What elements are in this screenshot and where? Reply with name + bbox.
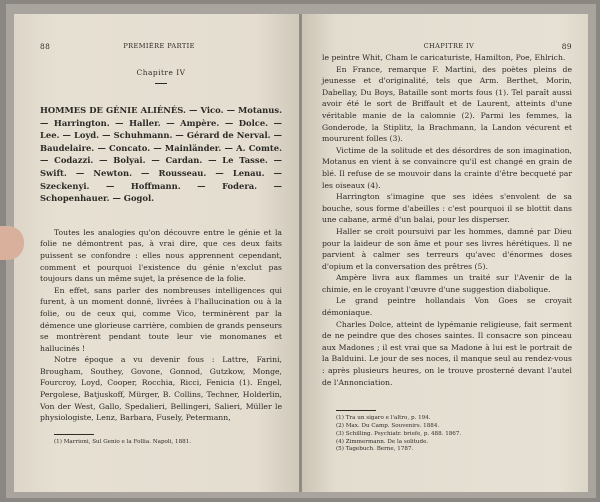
paragraph: Haller se croit poursuivi par les hommes, damné par Dieu pour la laideur de son âme et pour ses livres hérétiques. Il ne parvient à calmer ses terreurs qu'avec d'énormes doses d'opium et la conversation des prêtres (5). [322,226,572,271]
chapter-title: Chapitre IV [136,68,186,77]
footnote: (1) Tra un sigaro e l'altro, p. 194. [336,415,431,422]
paragraph: En effet, sans parler des nombreuses intelligences qui furent, à un moment donné, livrées à l'hallucination ou à la folie, ou de ceux qui, comme Vico, terminèrent par la démence une glorieuse carrière, combien de grands penseurs se montrèrent pendant toute leur vie monomanes et hallucinés ! [40,285,282,353]
footnote: (1) Marrioni, Sul Genio e la Follia. Napoli, 1881. [54,438,192,445]
section-heading: HOMMES DE GÉNIE ALIÉNÉS. — Vico. — Motanus. — Harrington. — Haller. — Ampère. — Dolce. — Lee. — Loyd. — Schuhmann. — Gérard de Nerval. — Baudelaire. — Concato. — Mainländer. — A. Comte. — Codazzi. — Bolyai. — Cardan. — Le Tasse. — Swift. — Newton. — Rousseau. — Lenau. — Szeckenyi. — Hoffmann. — Fodera. — Schopenhauer. — Gogol. [40,105,282,204]
paragraph: Notre époque a vu devenir fous : Lattre, Farini, Brougham, Southey, Govone, Gonnod, Gutzkow, Monge, Fourcroy, Loyd, Cooper, Rocchia, Ricci, Fenicia (1). Engel, Pergolese, Batjuskoff, Mürger, B. Collins, Techner, Holderlin, Von der West, Gallo, Spedalieri, Bellingeri, Salieri, Müller le physiologiste, Lenz, Barbara, Fusely, Petermann, [40,355,282,423]
paragraph: Charles Dolce, atteint de lypémanie religieuse, fait serment de ne peindre que des choses saintes. Il consacre son pinceau aux Madones ; il est vrai que sa Madone à lui est le portrait de la Balduini. Le jour de ses noces, il manque seul au rendez-vous : après plusieurs heures, on le trouve prosterné devant l'autel de l'Annonciation. [322,319,572,387]
page-number: 88 [40,42,51,51]
paragraph: Victime de la solitude et des désordres de son imagination, Motanus en vient à se convaincre qu'il est changé en grain de blé. Il refuse de se mouvoir dans la crainte d'être becqueté par les oiseaux (4). [322,145,572,190]
left-page [14,14,300,492]
footnotes [322,410,572,454]
paragraph: Harrington s'imagine que ses idées s'envolent de sa bouche, sous forme d'abeilles : c'est pourquoi il se blottit dans une cabane, armé d'un balai, pour les disperser. [322,192,572,225]
right-page-header [322,42,572,52]
left-page-header [40,42,282,52]
footnote: (5) Tagebuch. Berne, 1787. [336,446,414,453]
running-head: CHAPITRE IV [423,42,475,50]
footnote: (4) Zimmermann. De la solitude. [336,438,429,445]
paragraph: En France, remarque F. Martini, des poètes pleins de jeunesse et d'originalité, tels que Arm. Berthet, Morin, Dabellay, Du Boys, Bataille sont morts fous (1). Tel paraît aussi avoir été le sort de Briffault et de Laurent, atteints d'une véritable manie de la calomnie (2). Parmi les femmes, la Gonderode, la Stiplitz, la Brachmann, la Landon vécurent et moururent folles (3). [322,64,572,144]
chapter-rule [155,83,167,84]
paragraph: Le grand peintre hollandais Von Goes se croyait démoniaque. [322,296,572,318]
footnote-rule [336,410,376,411]
paragraph: Toutes les analogies qu'on découvre entre le génie et la folie ne démontrent pas, à vrai dire, que ces deux faits puissent se confondre : elles nous apprennent cependant, comment et pourquoi l'existence du génie n'exclut pas toujours dans un même sujet, la présence de la folie. [40,227,282,284]
footnote: (3) Schilling. Psychiatr. briefe, p. 488. 1867. [336,430,462,437]
footnote-rule [54,434,94,435]
paragraph: le peintre Whit, Cham le caricaturiste, Hamilton, Poe, Ehlrich. [322,53,566,62]
open-book [6,4,596,498]
paragraph: Ampère livra aux flammes un traité sur l'Avenir de la chimie, en le croyant l'œuvre d'une suggestion diabolique. [322,273,572,294]
footnote: (2) Max. Du Camp. Souvenirs. 1884. [336,423,440,430]
running-head: PREMIÈRE PARTIE [123,42,195,50]
right-page [302,14,588,492]
page-number: 89 [561,42,572,51]
